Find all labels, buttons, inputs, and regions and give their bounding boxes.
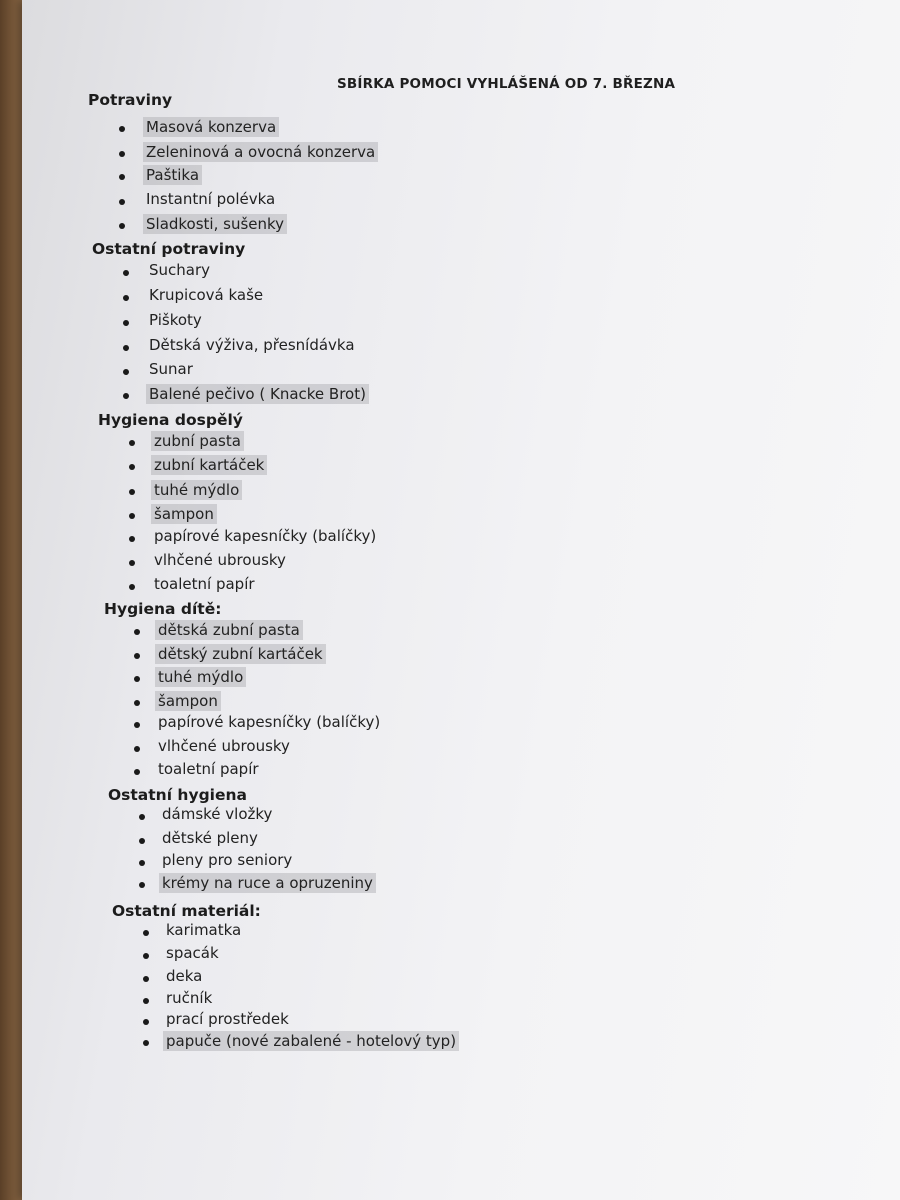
list-item: karimatka xyxy=(166,921,242,939)
bullet-icon xyxy=(129,536,135,542)
section-heading: Ostatní hygiena xyxy=(108,786,247,804)
bullet-icon xyxy=(134,653,140,659)
bullet-icon xyxy=(123,393,129,399)
bullet-icon xyxy=(129,560,135,566)
document-title: SBÍRKA POMOCI VYHLÁŠENÁ OD 7. BŘEZNA xyxy=(337,76,676,92)
list-item: toaletní papír xyxy=(158,760,259,778)
list-item: vlhčené ubrousky xyxy=(154,551,286,569)
list-item: Paštika xyxy=(143,165,202,185)
list-item: prací prostředek xyxy=(166,1010,289,1028)
list-item: dětský zubní kartáček xyxy=(155,644,326,664)
list-item: Dětská výživa, přesnídávka xyxy=(149,336,355,354)
bullet-icon xyxy=(134,629,140,635)
list-item: Sunar xyxy=(149,360,193,378)
list-item: zubní kartáček xyxy=(151,455,267,475)
bullet-icon xyxy=(134,746,140,752)
list-item: spacák xyxy=(166,944,219,962)
bullet-icon xyxy=(129,513,135,519)
bullet-icon xyxy=(143,976,149,982)
bullet-icon xyxy=(119,126,125,132)
list-item: Balené pečivo ( Knacke Brot) xyxy=(146,384,369,404)
list-item: Sladkosti, sušenky xyxy=(143,214,287,234)
bullet-icon xyxy=(134,722,140,728)
list-item: Instantní polévka xyxy=(146,190,276,208)
bullet-icon xyxy=(123,320,129,326)
list-item: toaletní papír xyxy=(154,575,255,593)
list-item: Zeleninová a ovocná konzerva xyxy=(143,142,378,162)
list-item: tuhé mýdlo xyxy=(155,667,246,687)
bullet-icon xyxy=(119,223,125,229)
section-heading: Potraviny xyxy=(88,91,173,109)
list-item: pleny pro seniory xyxy=(162,851,293,869)
bullet-icon xyxy=(143,930,149,936)
bullet-icon xyxy=(143,1040,149,1046)
section-heading: Ostatní materiál: xyxy=(112,902,261,920)
list-item: Krupicová kaše xyxy=(149,286,264,304)
bullet-icon xyxy=(134,676,140,682)
bullet-icon xyxy=(143,1019,149,1025)
bullet-icon xyxy=(139,860,145,866)
bullet-icon xyxy=(134,769,140,775)
list-item: šampon xyxy=(151,504,217,524)
list-item: zubní pasta xyxy=(151,431,244,451)
list-item: papuče (nové zabalené - hotelový typ) xyxy=(163,1031,459,1051)
bullet-icon xyxy=(143,998,149,1004)
list-item: papírové kapesníčky (balíčky) xyxy=(154,527,377,545)
list-item: papírové kapesníčky (balíčky) xyxy=(158,713,381,731)
list-item: šampon xyxy=(155,691,221,711)
list-item: krémy na ruce a opruzeniny xyxy=(159,873,376,893)
bullet-icon xyxy=(123,369,129,375)
bullet-icon xyxy=(129,489,135,495)
list-item: dámské vložky xyxy=(162,805,273,823)
list-item: dětské pleny xyxy=(162,829,258,847)
section-heading: Hygiena dospělý xyxy=(98,411,243,429)
section-heading: Ostatní potraviny xyxy=(92,240,246,258)
bullet-icon xyxy=(129,464,135,470)
bullet-icon xyxy=(139,838,145,844)
bullet-icon xyxy=(123,295,129,301)
list-item: vlhčené ubrousky xyxy=(158,737,290,755)
list-item: Masová konzerva xyxy=(143,117,279,137)
bullet-icon xyxy=(129,440,135,446)
bullet-icon xyxy=(139,882,145,888)
bullet-icon xyxy=(143,953,149,959)
list-item: Piškoty xyxy=(149,311,202,329)
list-item: deka xyxy=(166,967,203,985)
bullet-icon xyxy=(119,199,125,205)
bullet-icon xyxy=(134,700,140,706)
list-item: dětská zubní pasta xyxy=(155,620,303,640)
list-item: ručník xyxy=(166,989,213,1007)
bullet-icon xyxy=(123,270,129,276)
section-heading: Hygiena dítě: xyxy=(104,600,222,618)
bullet-icon xyxy=(119,174,125,180)
list-item: tuhé mýdlo xyxy=(151,480,242,500)
bullet-icon xyxy=(139,814,145,820)
bullet-icon xyxy=(123,345,129,351)
list-item: Suchary xyxy=(149,261,211,279)
bullet-icon xyxy=(129,584,135,590)
bullet-icon xyxy=(119,151,125,157)
